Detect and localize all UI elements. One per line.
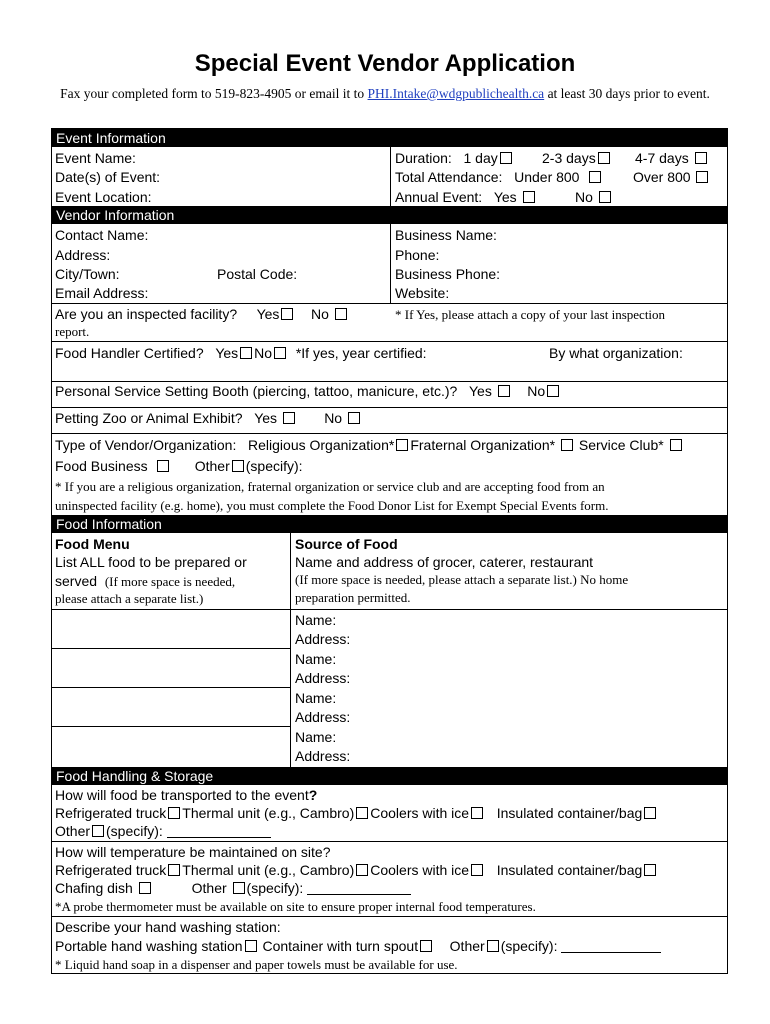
duration-23days-label: 2-3 days: [542, 150, 596, 166]
zoo-no-label: No: [324, 410, 343, 426]
religious-note-cont: uninspected facility (e.g. home), you must complete the Food Donor List for Exempt Special Events form.: [55, 498, 609, 513]
duration-47days-label: 4-7 days: [635, 150, 689, 166]
phone-label[interactable]: Phone:: [395, 247, 440, 263]
inspected-question: Are you an inspected facility?: [55, 306, 238, 322]
handwash-other-label: Other: [449, 938, 485, 954]
instructions-deadline: at least 30 days prior to event.: [544, 86, 710, 101]
contact-name-label[interactable]: Contact Name:: [55, 227, 149, 243]
temp-coolers-label: Coolers with ice: [370, 862, 470, 878]
other-org-specify-label[interactable]: (specify):: [245, 458, 303, 474]
transport-options: [55, 804, 658, 822]
inspection-note: * If Yes, please attach a copy of your last inspection: [395, 307, 666, 322]
certifying-org-label[interactable]: By what organization:: [549, 345, 683, 361]
column-divider: [390, 224, 391, 303]
transport-other-label: Other: [55, 823, 91, 839]
chafing-dish-label: Chafing dish: [55, 880, 133, 896]
transport-specify-blank[interactable]: [167, 824, 271, 838]
inspected-row: [55, 305, 349, 323]
address-label[interactable]: Address:: [55, 247, 111, 263]
transport-specify-label: (specify):: [106, 823, 163, 839]
source-note-cont: preparation permitted.: [295, 590, 411, 605]
duration-23days-checkbox[interactable]: [598, 152, 610, 164]
under-800-checkbox[interactable]: [589, 171, 601, 183]
religious-note: * If you are a religious organization, fraternal organization or service club and are accepting food from an: [55, 479, 605, 494]
handwash-other-checkbox[interactable]: [487, 940, 499, 952]
temp-refrigerated-label: Refrigerated truck: [55, 862, 167, 878]
temperature-question: How will temperature be maintained on site?: [55, 844, 331, 860]
other-org-label: Other: [194, 458, 230, 474]
food-menu-instructions-cont: [55, 572, 235, 591]
zoo-yes-label: Yes: [254, 410, 278, 426]
temp-refrigerated-checkbox[interactable]: [168, 864, 180, 876]
menu-row-divider: [52, 726, 290, 727]
over-800: [633, 168, 710, 186]
menu-row-divider: [52, 687, 290, 688]
handwash-specify-blank[interactable]: [561, 939, 661, 953]
transport-thermal-checkbox[interactable]: [356, 807, 368, 819]
temperature-other-row: [55, 879, 411, 897]
inspected-yes-checkbox[interactable]: [281, 308, 293, 320]
annual-label: Annual Event:: [395, 189, 483, 205]
vendor-type-row-2: [55, 457, 303, 475]
year-certified-label[interactable]: *If yes, year certified:: [295, 345, 427, 361]
supplier-4-name-label[interactable]: Name:: [295, 729, 337, 745]
zoo-question: Petting Zoo or Animal Exhibit?: [55, 410, 243, 426]
pss-no-label: No: [527, 383, 546, 399]
food-menu-served: served: [55, 573, 98, 589]
business-name-label[interactable]: Business Name:: [395, 227, 497, 243]
row-divider: [52, 303, 727, 304]
over-800-label: Over 800: [633, 169, 691, 185]
row-divider: [52, 841, 727, 842]
supplier-1-address-label[interactable]: Address:: [295, 631, 351, 647]
supplier-4-address-label[interactable]: Address:: [295, 748, 351, 764]
vendor-type-row: [55, 436, 684, 454]
supplier-2-name-label[interactable]: Name:: [295, 651, 337, 667]
food-handler-yes-label: Yes: [215, 345, 239, 361]
postal-code-label[interactable]: Postal Code:: [217, 266, 298, 282]
handwash-options: [55, 937, 661, 955]
duration-1day-label: 1 day: [463, 150, 498, 166]
transport-coolers-label: Coolers with ice: [370, 805, 470, 821]
zoo-no-checkbox[interactable]: [348, 412, 360, 424]
probe-thermometer-note: *A probe thermometer must be available on site to ensure proper internal food temperatures.: [55, 899, 536, 914]
row-divider: [52, 916, 727, 917]
column-divider: [390, 147, 391, 206]
service-club-checkbox[interactable]: [670, 439, 682, 451]
attendance-row: [395, 168, 603, 186]
service-club-label: Service Club*: [578, 437, 664, 453]
food-menu-note-cont: please attach a separate list.): [55, 591, 204, 606]
temp-thermal-checkbox[interactable]: [356, 864, 368, 876]
religious-checkbox[interactable]: [396, 439, 408, 451]
duration-1day-checkbox[interactable]: [500, 152, 512, 164]
temp-other-checkbox[interactable]: [233, 882, 245, 894]
source-of-food-title: Source of Food: [295, 536, 398, 552]
food-handler-no-checkbox[interactable]: [274, 347, 286, 359]
temp-insulated-checkbox[interactable]: [644, 864, 656, 876]
transport-insulated-checkbox[interactable]: [644, 807, 656, 819]
temp-coolers-checkbox[interactable]: [471, 864, 483, 876]
food-menu-instructions: List ALL food to be prepared or: [55, 554, 247, 570]
container-spout-checkbox[interactable]: [420, 940, 432, 952]
source-instructions: Name and address of grocer, caterer, restaurant: [295, 554, 594, 570]
event-dates-label[interactable]: Date(s) of Event:: [55, 169, 161, 185]
duration-row: [395, 149, 514, 167]
inspected-yes-label: Yes: [256, 306, 280, 322]
fraternal-label: Fraternal Organization*: [410, 437, 556, 453]
transport-other-row: [55, 822, 271, 840]
pss-question: Personal Service Setting Booth (piercing, tattoo, manicure, etc.)?: [55, 383, 458, 399]
event-information-header: Event Information: [52, 129, 727, 147]
handwash-question: Describe your hand washing station:: [55, 919, 281, 935]
chafing-dish-checkbox[interactable]: [139, 882, 151, 894]
event-location-label[interactable]: Event Location:: [55, 189, 152, 205]
column-divider: [290, 533, 291, 767]
portable-station-label: Portable hand washing station: [55, 938, 243, 954]
transport-insulated-label: Insulated container/bag: [496, 805, 643, 821]
annual-yes-checkbox[interactable]: [523, 191, 535, 203]
handwash-specify-label: (specify):: [500, 938, 558, 954]
instructions: [0, 86, 770, 102]
zoo-yes-checkbox[interactable]: [283, 412, 295, 424]
pss-row: [55, 382, 561, 400]
transport-question: [55, 786, 317, 804]
vendor-type-label: Type of Vendor/Organization:: [55, 437, 237, 453]
other-org-checkbox[interactable]: [232, 460, 244, 472]
pss-no-checkbox[interactable]: [547, 385, 559, 397]
inspected-no-checkbox[interactable]: [335, 308, 347, 320]
inspection-note-cont: report.: [55, 324, 90, 339]
instructions-text: Fax your completed form to 519-823-4905 or email it to: [60, 86, 368, 101]
annual-no: [575, 188, 613, 206]
website-label[interactable]: Website:: [395, 285, 450, 301]
food-business-label: Food Business: [55, 458, 148, 474]
duration-47days-checkbox[interactable]: [695, 152, 707, 164]
portable-station-checkbox[interactable]: [245, 940, 257, 952]
transport-coolers-checkbox[interactable]: [471, 807, 483, 819]
source-note: (If more space is needed, please attach a separate list.) No home: [295, 572, 629, 587]
food-business-checkbox[interactable]: [157, 460, 169, 472]
under-800-label: Under 800: [514, 169, 580, 185]
temp-insulated-label: Insulated container/bag: [496, 862, 643, 878]
food-handler-no-label: No: [254, 345, 273, 361]
temp-other-label: Other: [191, 880, 227, 896]
menu-row-divider: [52, 648, 290, 649]
transport-refrigerated-checkbox[interactable]: [168, 807, 180, 819]
event-name-label[interactable]: Event Name:: [55, 150, 136, 166]
supplier-3-name-label[interactable]: Name:: [295, 690, 337, 706]
supplier-3-address-label[interactable]: Address:: [295, 709, 351, 725]
attendance-label: Total Attendance:: [395, 169, 503, 185]
transport-question-mark: ?: [308, 787, 318, 803]
container-spout-label: Container with turn spout: [262, 938, 419, 954]
temp-thermal-label: Thermal unit (e.g., Cambro): [182, 862, 355, 878]
supplier-1-name-label[interactable]: Name:: [295, 612, 337, 628]
food-menu-title: Food Menu: [55, 536, 130, 552]
zoo-row: [55, 409, 362, 427]
food-handling-header: Food Handling & Storage: [52, 767, 727, 785]
city-label[interactable]: City/Town:: [55, 266, 120, 282]
page-title: Special Event Vendor Application: [194, 50, 576, 77]
temp-specify-label: (specify):: [246, 880, 304, 896]
food-handler-question: Food Handler Certified?: [55, 345, 204, 361]
temperature-options: [55, 861, 658, 879]
row-divider: [52, 433, 727, 434]
hand-soap-note: * Liquid hand soap in a dispenser and paper towels must be available for use.: [55, 957, 458, 972]
food-handler-row: [55, 344, 427, 362]
religious-label: Religious Organization*: [248, 437, 395, 453]
food-handler-yes-checkbox[interactable]: [240, 347, 252, 359]
fraternal-checkbox[interactable]: [561, 439, 573, 451]
duration-23days: [542, 149, 612, 167]
business-phone-label[interactable]: Business Phone:: [395, 266, 501, 282]
food-menu-note: (If more space is needed,: [104, 574, 236, 589]
transport-refrigerated-label: Refrigerated truck: [55, 805, 167, 821]
application-form: [51, 128, 728, 974]
over-800-checkbox[interactable]: [696, 171, 708, 183]
pss-yes-checkbox[interactable]: [498, 385, 510, 397]
inspected-no-label: No: [310, 306, 329, 322]
pss-yes-label: Yes: [469, 383, 492, 399]
row-divider: [52, 407, 727, 408]
temp-specify-blank[interactable]: [307, 881, 411, 895]
email-label[interactable]: Email Address:: [55, 285, 149, 301]
annual-yes-label: Yes: [493, 189, 517, 205]
duration-47days: [635, 149, 709, 167]
transport-thermal-label: Thermal unit (e.g., Cambro): [182, 805, 355, 821]
annual-row: [395, 188, 537, 206]
supplier-2-address-label[interactable]: Address:: [295, 670, 351, 686]
annual-no-label: No: [575, 189, 593, 205]
annual-no-checkbox[interactable]: [599, 191, 611, 203]
transport-question-text: How will food be transported to the event: [55, 787, 309, 803]
vendor-information-header: Vendor Information: [52, 206, 727, 224]
transport-other-checkbox[interactable]: [92, 825, 104, 837]
email-link[interactable]: PHI.Intake@wdgpublichealth.ca: [367, 86, 545, 101]
row-divider: [52, 341, 727, 342]
duration-label: Duration:: [395, 150, 452, 166]
row-divider: [52, 609, 727, 610]
food-information-header: Food Information: [52, 515, 727, 533]
